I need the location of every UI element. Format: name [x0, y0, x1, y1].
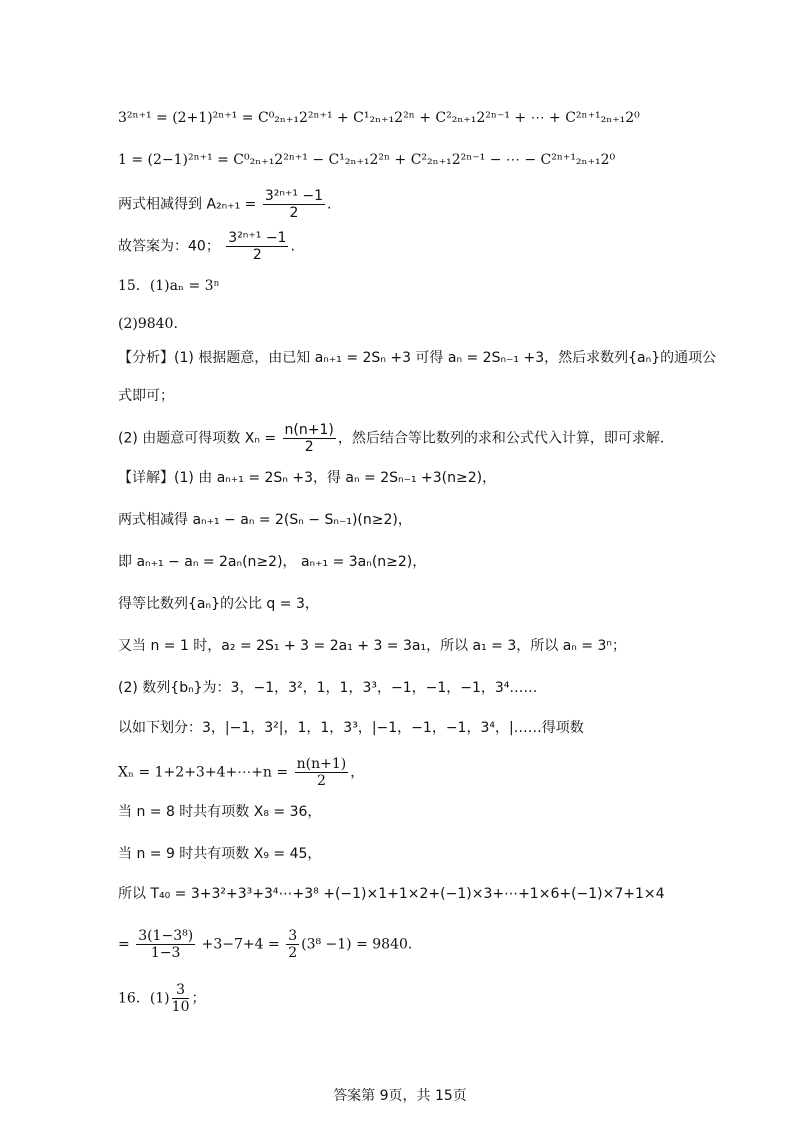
- answer-text: 故答案为：40；: [118, 238, 220, 255]
- fraction-denominator: 2: [289, 205, 299, 221]
- fraction-denominator: 1−3: [150, 945, 181, 961]
- q15-part1-answer: 15．(1)aₙ = 3ⁿ: [118, 278, 220, 294]
- detail-line-2: 两式相减得 aₙ₊₁ − aₙ = 2(Sₙ − Sₙ₋₁)(n≥2)，: [118, 512, 412, 528]
- final-sum-middle: +3−7+4 =: [201, 936, 280, 953]
- answer-fraction: [226, 230, 288, 263]
- three-halves-fraction: [286, 928, 299, 961]
- term-count-sum-fraction: [295, 756, 349, 789]
- detail-line-3: 即 aₙ₊₁ − aₙ = 2aₙ(n≥2)， aₙ₊₁ = 3aₙ(n≥2)，: [118, 554, 427, 570]
- detail-line-5: 又当 n = 1 时，a₂ = 2S₁ + 3 = 2a₁ + 3 = 3a₁，所以 a₁ = 3，所以 aₙ = 3ⁿ；: [118, 638, 626, 654]
- line-end: .: [290, 238, 295, 255]
- fraction-denominator: 2: [252, 247, 262, 263]
- subtract-result-line: [118, 188, 332, 221]
- fraction-denominator: 10: [171, 999, 190, 1015]
- line-end: ，: [350, 764, 365, 781]
- line-end: .: [327, 196, 332, 213]
- analysis-text-end: ，然后结合等比数列的求和公式代入计算，即可求解．: [337, 430, 674, 447]
- detail-line-9: 当 n = 9 时共有项数 X₉ = 45，: [118, 846, 322, 862]
- final-sum-end: (3⁸ −1) = 9840.: [301, 936, 413, 953]
- fraction-denominator: 2: [316, 773, 326, 789]
- binomial-expansion-1: 3²ⁿ⁺¹ = (2+1)²ⁿ⁺¹ = C⁰₂ₙ₊₁2²ⁿ⁺¹ + C¹₂ₙ₊₁2²ⁿ + C²₂ₙ₊₁2²ⁿ⁻¹ + ⋯ + C²ⁿ⁺¹₂ₙ₊₁2⁰: [118, 110, 640, 126]
- analysis-line-3: [118, 422, 674, 455]
- detail-line-6: (2) 数列{bₙ}为：3，−1，3²，1，1，3³，−1，−1，−1，3⁴……: [118, 680, 538, 696]
- term-count-fraction: [283, 422, 336, 455]
- binomial-expansion-2: 1 = (2−1)²ⁿ⁺¹ = C⁰₂ₙ₊₁2²ⁿ⁺¹ − C¹₂ₙ₊₁2²ⁿ + C²₂ₙ₊₁2²ⁿ⁻¹ − ⋯ − C²ⁿ⁺¹₂ₙ₊₁2⁰: [118, 152, 616, 168]
- line-end: ；: [191, 990, 206, 1007]
- fraction-numerator: n(n+1): [284, 422, 334, 438]
- q16-fraction: [172, 982, 190, 1015]
- fraction-denominator: 2: [304, 439, 314, 455]
- detail-line-7: 以如下划分：3，|−1，3²|，1，1，3³，|−1，−1，−1，3⁴，|……得项数: [118, 720, 584, 736]
- answer-line-14: [118, 230, 295, 263]
- fraction-numerator: 3²ⁿ⁺¹ −1: [264, 188, 324, 204]
- fraction-numerator: 3: [172, 982, 190, 999]
- subtract-result-fraction: [263, 188, 325, 221]
- q16-part1-line: [118, 982, 205, 1015]
- analysis-line-2: 式即可；: [118, 388, 174, 404]
- fraction-numerator: 3: [288, 928, 298, 944]
- q16-label: 16．(1): [118, 990, 170, 1007]
- detail-line-4: 得等比数列{aₙ}的公比 q = 3，: [118, 596, 319, 612]
- detail-line-10: 所以 T₄₀ = 3+3²+3³+3⁴⋯+3⁸ +(−1)×1+1×2+(−1)×3+⋯+1×6+(−1)×7+1×4: [118, 886, 665, 902]
- detail-line-1: 【详解】(1) 由 aₙ₊₁ = 2Sₙ +3，得 aₙ = 2Sₙ₋₁ +3(n≥2)，: [118, 470, 497, 486]
- fraction-numerator: 3(1−3⁸): [138, 928, 194, 944]
- fraction-numerator: 3²ⁿ⁺¹ −1: [228, 230, 287, 246]
- detail-line-8: 当 n = 8 时共有项数 X₈ = 36，: [118, 804, 322, 820]
- equals-sign: =: [118, 936, 130, 953]
- fraction-numerator: n(n+1): [296, 756, 347, 772]
- final-sum-line: [118, 928, 412, 961]
- geometric-sum-fraction: [136, 928, 195, 961]
- page-footer: 答案第 9页，共 15页: [333, 1088, 467, 1104]
- term-count-sum: Xₙ = 1+2+3+4+⋯+n =: [118, 764, 289, 781]
- analysis-text: (2) 由题意可得项数 Xₙ =: [118, 430, 277, 447]
- subtract-result-text: 两式相减得到 A₂ₙ₊₁ =: [118, 196, 257, 213]
- analysis-line-1: 【分析】(1) 根据题意，由已知 aₙ₊₁ = 2Sₙ +3 可得 aₙ = 2Sₙ₋₁ +3，然后求数列{aₙ}的通项公: [118, 350, 717, 366]
- term-count-sum-line: [118, 756, 364, 789]
- fraction-denominator: 2: [288, 945, 298, 961]
- q15-part2-answer: (2)9840.: [118, 316, 178, 332]
